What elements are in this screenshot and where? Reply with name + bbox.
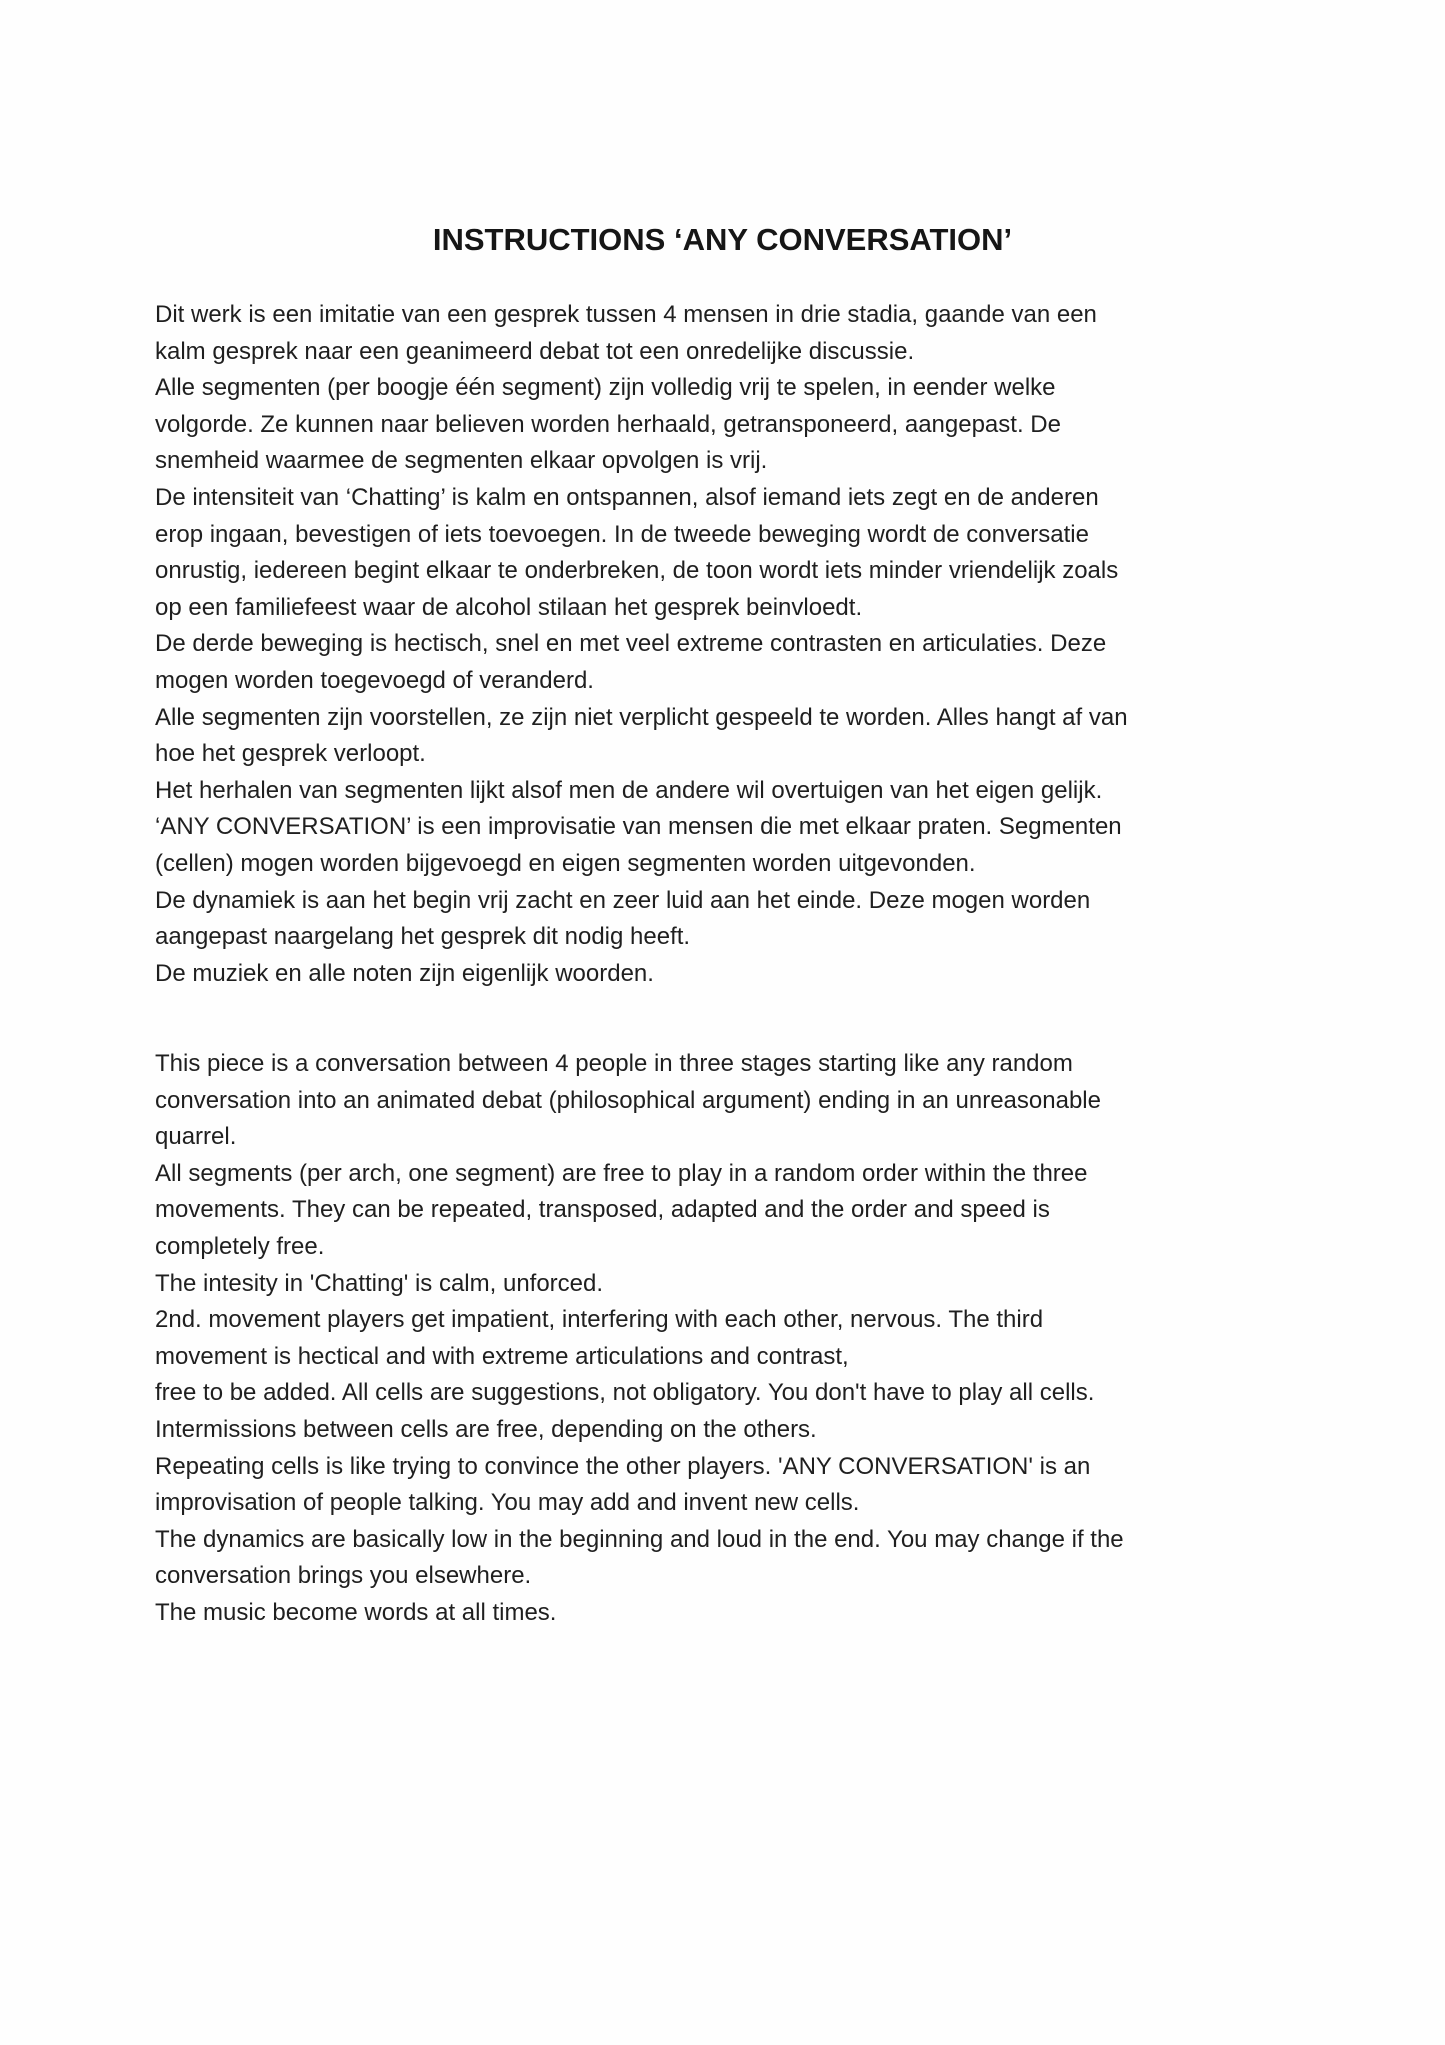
text-line: All segments (per arch, one segment) are free to play in a random order within the three — [155, 1159, 1088, 1187]
text-line: volgorde. Ze kunnen naar believen worden herhaald, getransponeerd, aangepast. De — [155, 410, 1061, 438]
text-line: movements. They can be repeated, transposed, adapted and the order and speed is — [155, 1196, 1050, 1224]
text-line: snemheid waarmee de segmenten elkaar opvolgen is vrij. — [155, 447, 768, 475]
text-line: erop ingaan, bevestigen of iets toevoegen. In de tweede beweging wordt de conversatie — [155, 520, 1089, 548]
text-line: Intermissions between cells are free, depending on the others. — [155, 1415, 817, 1443]
text-line: conversation brings you elsewhere. — [155, 1562, 532, 1590]
english-instructions-paragraph — [155, 1046, 1355, 1632]
text-line: Alle segmenten (per boogje één segment) zijn volledig vrij te spelen, in eender welke — [155, 374, 1056, 402]
text-line: 2nd. movement players get impatient, interfering with each other, nervous. The third — [155, 1306, 1044, 1334]
text-line: completely free. — [155, 1232, 325, 1260]
text-line: movement is hectical and with extreme articulations and contrast, — [155, 1342, 849, 1370]
text-line: De intensiteit van ‘Chatting’ is kalm en ontspannen, alsof iemand iets zegt en de anderen — [155, 483, 1099, 511]
text-line: ‘ANY CONVERSATION’ is een improvisatie van mensen die met elkaar praten. Segmenten — [155, 813, 1122, 841]
text-line: onrustig, iedereen begint elkaar te onderbreken, de toon wordt iets minder vriendelijk zoals — [155, 557, 1119, 585]
text-line: hoe het gesprek verloopt. — [155, 740, 426, 768]
dutch-instructions-paragraph — [155, 297, 1355, 992]
text-line: op een familiefeest waar de alcohol stilaan het gesprek beinvloedt. — [155, 593, 863, 621]
text-line: The music become words at all times. — [155, 1598, 557, 1626]
text-line: kalm gesprek naar een geanimeerd debat tot een onredelijke discussie. — [155, 337, 915, 365]
page-title: INSTRUCTIONS ‘ANY CONVERSATION’ — [432, 222, 1013, 257]
text-line: The dynamics are basically low in the beginning and loud in the end. You may change if the — [155, 1525, 1124, 1553]
text-line: improvisation of people talking. You may add and invent new cells. — [155, 1489, 860, 1517]
text-line: Repeating cells is like trying to convince the other players. 'ANY CONVERSATION' is an — [155, 1452, 1091, 1480]
text-line: De dynamiek is aan het begin vrij zacht en zeer luid aan het einde. Deze mogen worden — [155, 886, 1091, 914]
text-line: Alle segmenten zijn voorstellen, ze zijn niet verplicht gespeeld te worden. Alles hangt af van — [155, 703, 1128, 731]
text-line: De muziek en alle noten zijn eigenlijk woorden. — [155, 959, 654, 987]
text-line: (cellen) mogen worden bijgevoegd en eigen segmenten worden uitgevonden. — [155, 849, 976, 877]
text-line: mogen worden toegevoegd of veranderd. — [155, 666, 594, 694]
text-line: This piece is a conversation between 4 people in three stages starting like any random — [155, 1050, 1073, 1077]
text-line: The intesity in 'Chatting' is calm, unforced. — [155, 1269, 604, 1297]
text-line: aangepast naargelang het gesprek dit nodig heeft. — [155, 923, 691, 951]
text-line: free to be added. All cells are suggestions, not obligatory. You don't have to play all cells. — [155, 1379, 1095, 1407]
text-line: Dit werk is een imitatie van een gesprek tussen 4 mensen in drie stadia, gaande van een — [155, 301, 1097, 328]
text-line: conversation into an animated debat (philosophical argument) ending in an unreasonable — [155, 1086, 1101, 1114]
text-line: De derde beweging is hectisch, snel en met veel extreme contrasten en articulaties. Deze — [155, 630, 1107, 658]
text-line: Het herhalen van segmenten lijkt alsof men de andere wil overtuigen van het eigen gelijk. — [155, 776, 1103, 804]
text-line: quarrel. — [155, 1123, 237, 1151]
